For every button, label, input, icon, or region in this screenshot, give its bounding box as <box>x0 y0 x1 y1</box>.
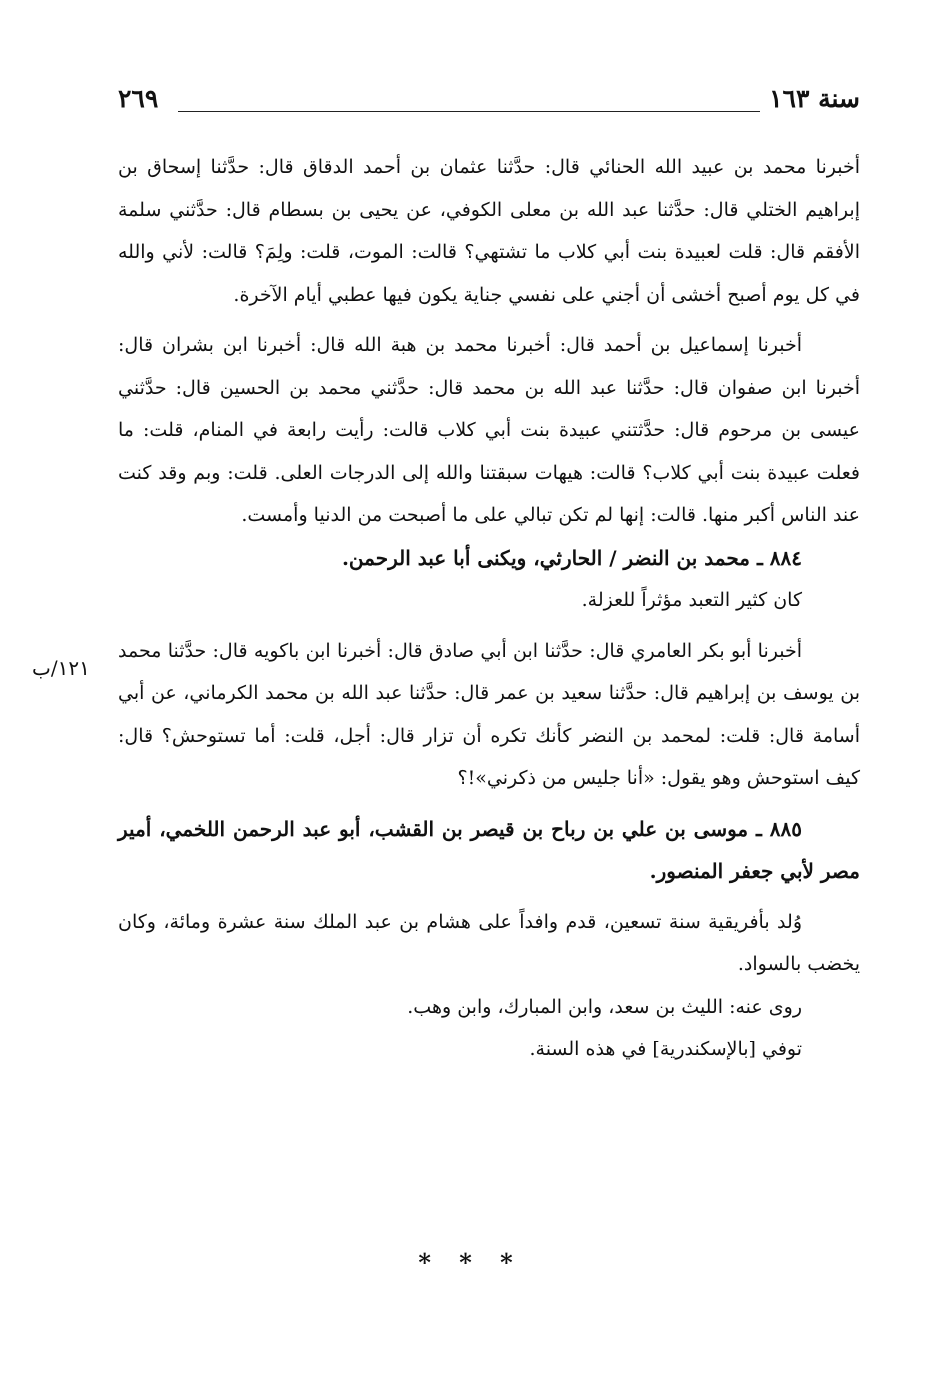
section-separator: * * * <box>418 1248 523 1277</box>
paragraph: روى عنه: الليث بن سعد، وابن المبارك، وابن وهب. <box>407 995 802 1018</box>
page-header <box>118 84 860 124</box>
entry-heading-884: ٨٨٤ ـ محمد بن النضر / الحارثي، ويكنى أبا عبد الرحمن. <box>341 545 802 570</box>
entry-heading-885: ٨٨٥ ـ موسى بن علي بن رباح بن قيصر بن القشب، أبو عبد الرحمن اللخمي، أمير مصر لأبي جعفر المنصور. <box>118 816 860 883</box>
paragraph: أخبرنا محمد بن عبيد الله الحنائي قال: حدَّثنا عثمان بن أحمد الدقاق قال: حدَّثنا إسحاق بن إبراهيم الختلي قال: حدَّثنا عبد الله بن معلى الكوفي، عن يحيى بن بسطام قال: حدَّثني سلمة الأفقم قال: قلت لعبيدة بنت أبي كلاب ما تشتهي؟ قالت: الموت، قلت: ولِمَ؟ قالت: لأني والله في كل يوم أصبح أخشى أن أجني على نفسي جناية يكون فيها عطبي أيام الآخرة. <box>118 156 860 306</box>
paragraph: أخبرنا أبو بكر العامري قال: حدَّثنا ابن أبي صادق قال: أخبرنا ابن باكويه قال: حدَّثنا محمد بن يوسف بن إبراهيم قال: حدَّثنا سعيد بن عمر قال: حدَّثنا عبد الله بن محمد الكرماني، عن أبي أسامة قال: قلت: لمحمد بن النضر كأنك تكره أن تزار قال: أجل، قلت: أما تستوحش؟ قال: كيف استوحش وهو يقول: «أنا جليس من ذكرني»!؟ <box>118 639 860 789</box>
page-number: ٢٦٩ <box>118 84 159 113</box>
header-rule <box>178 111 760 112</box>
paragraph: وُلد بأفريقية سنة تسعين، قدم وافداً على هشام بن عبد الملك سنة عشرة ومائة، وكان يخضب بالسواد. <box>118 910 860 975</box>
manuscript-folio-note: ١٢١/ب <box>32 656 90 680</box>
paragraph: كان كثير التعبد مؤثراً للعزلة. <box>581 589 802 611</box>
paragraph: توفي [بالإسكندرية] في هذه السنة. <box>529 1038 802 1060</box>
running-head-year: سنة ١٦٣ <box>769 84 860 113</box>
paragraph: أخبرنا إسماعيل بن أحمد قال: أخبرنا محمد بن هبة الله قال: أخبرنا ابن بشران قال: أخبرنا ابن صفوان قال: حدَّثنا عبد الله بن محمد قال: حدَّثني محمد بن الحسين قال: حدَّثني عيسى بن مرحوم قال: حدَّثتني عبيدة بنت أبي كلاب قالت: رأيت رابعة في المنام، قلت: ما فعلت عبيدة بنت أبي كلاب؟ قالت: هيهات سبقتنا والله إلى الدرجات العلى. قلت: وبم وقد كنت عند الناس أكبر منها. قالت: إنها لم تكن تبالي على ما أصبحت من الدنيا وأمست. <box>118 334 860 526</box>
page-body <box>118 146 860 1071</box>
